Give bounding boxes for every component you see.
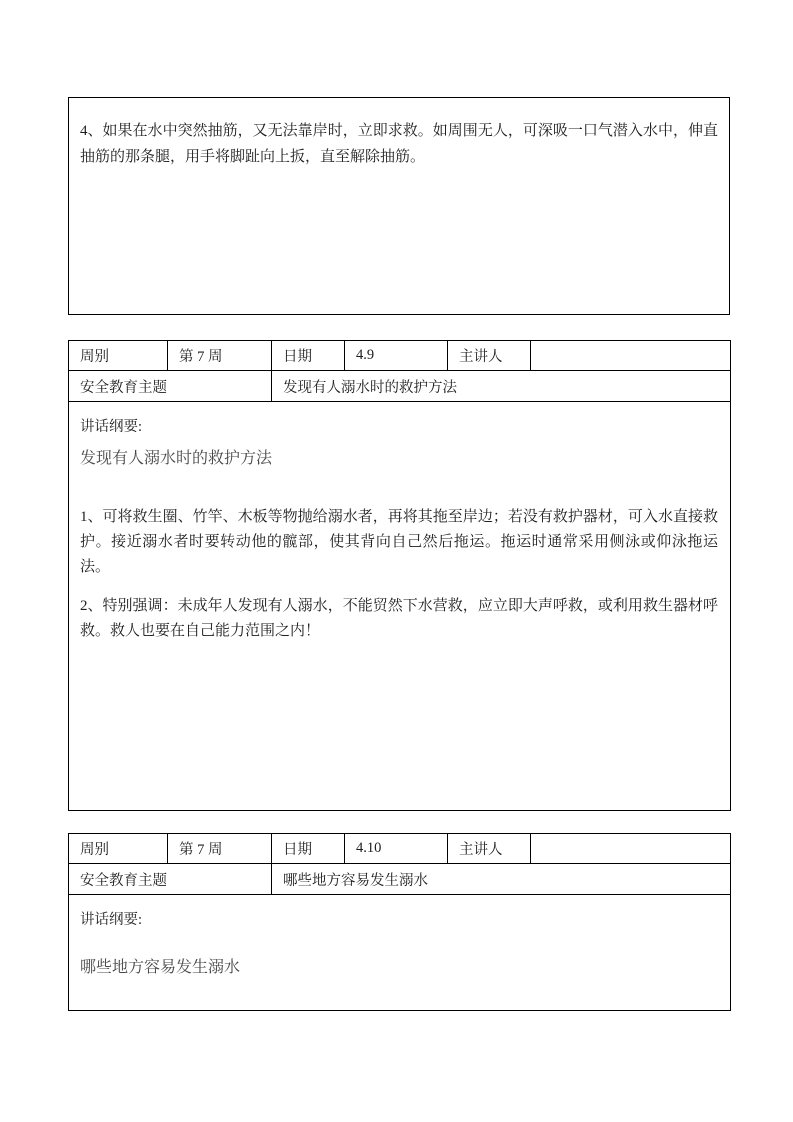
week-label-cell: 周别 (69, 341, 168, 371)
table-row (69, 341, 731, 371)
speaker-label-cell: 主讲人 (448, 834, 531, 864)
speaker-value-cell (531, 341, 731, 371)
topic-label-cell: 安全教育主题 (69, 371, 272, 402)
outline-content (69, 895, 730, 1010)
outline-content (69, 402, 730, 810)
speaker-value-cell (531, 834, 731, 864)
outline-title: 哪些地方容易发生溺水 (80, 959, 241, 976)
text-box-cramp-self-rescue (68, 97, 730, 315)
week-value-cell: 第 7 周 (168, 341, 272, 371)
topic-value-cell: 发现有人溺水时的救护方法 (272, 371, 731, 402)
safety-record-table-week7-apr9 (68, 340, 731, 811)
topic-value-cell: 哪些地方容易发生溺水 (272, 864, 731, 895)
date-value-cell: 4.10 (345, 834, 448, 864)
outline-cell (69, 895, 731, 1011)
outline-cell (69, 402, 731, 811)
safety-record-table-week7-apr10 (68, 833, 731, 1011)
outline-label: 讲话纲要: (80, 419, 143, 435)
date-label-cell: 日期 (272, 341, 345, 371)
outline-paragraph-1: 1、可将救生圈、竹竿、木板等物抛给溺水者，再将其拖至岸边；若没有救护器材，可入水直接救护。接近溺水者时要转动他的髋部，使其背向自己然后拖运。拖运时通常采用侧泳或仰泳拖运法。 (80, 509, 718, 575)
table-row (69, 402, 731, 811)
topic-label-cell: 安全教育主题 (69, 864, 272, 895)
speaker-label-cell: 主讲人 (448, 341, 531, 371)
outline-label: 讲话纲要: (80, 912, 143, 928)
date-label-cell: 日期 (272, 834, 345, 864)
table-row (69, 864, 731, 895)
table-row (69, 895, 731, 1011)
outline-paragraph-2: 2、特别强调：未成年人发现有人溺水，不能贸然下水营救，应立即大声呼救，或利用救生器材呼救。救人也要在自己能力范围之内！ (80, 598, 718, 639)
date-value-cell: 4.9 (345, 341, 448, 371)
week-label-cell: 周别 (69, 834, 168, 864)
outline-title: 发现有人溺水时的救护方法 (80, 450, 273, 467)
week-value-cell: 第 7 周 (168, 834, 272, 864)
table-row (69, 834, 731, 864)
table-row (69, 371, 731, 402)
cramp-self-rescue-paragraph: 4、如果在水中突然抽筋，又无法靠岸时，立即求救。如周围无人，可深吸一口气潜入水中，伸直抽筋的那条腿，用手将脚趾向上扳，直至解除抽筋。 (80, 123, 718, 165)
